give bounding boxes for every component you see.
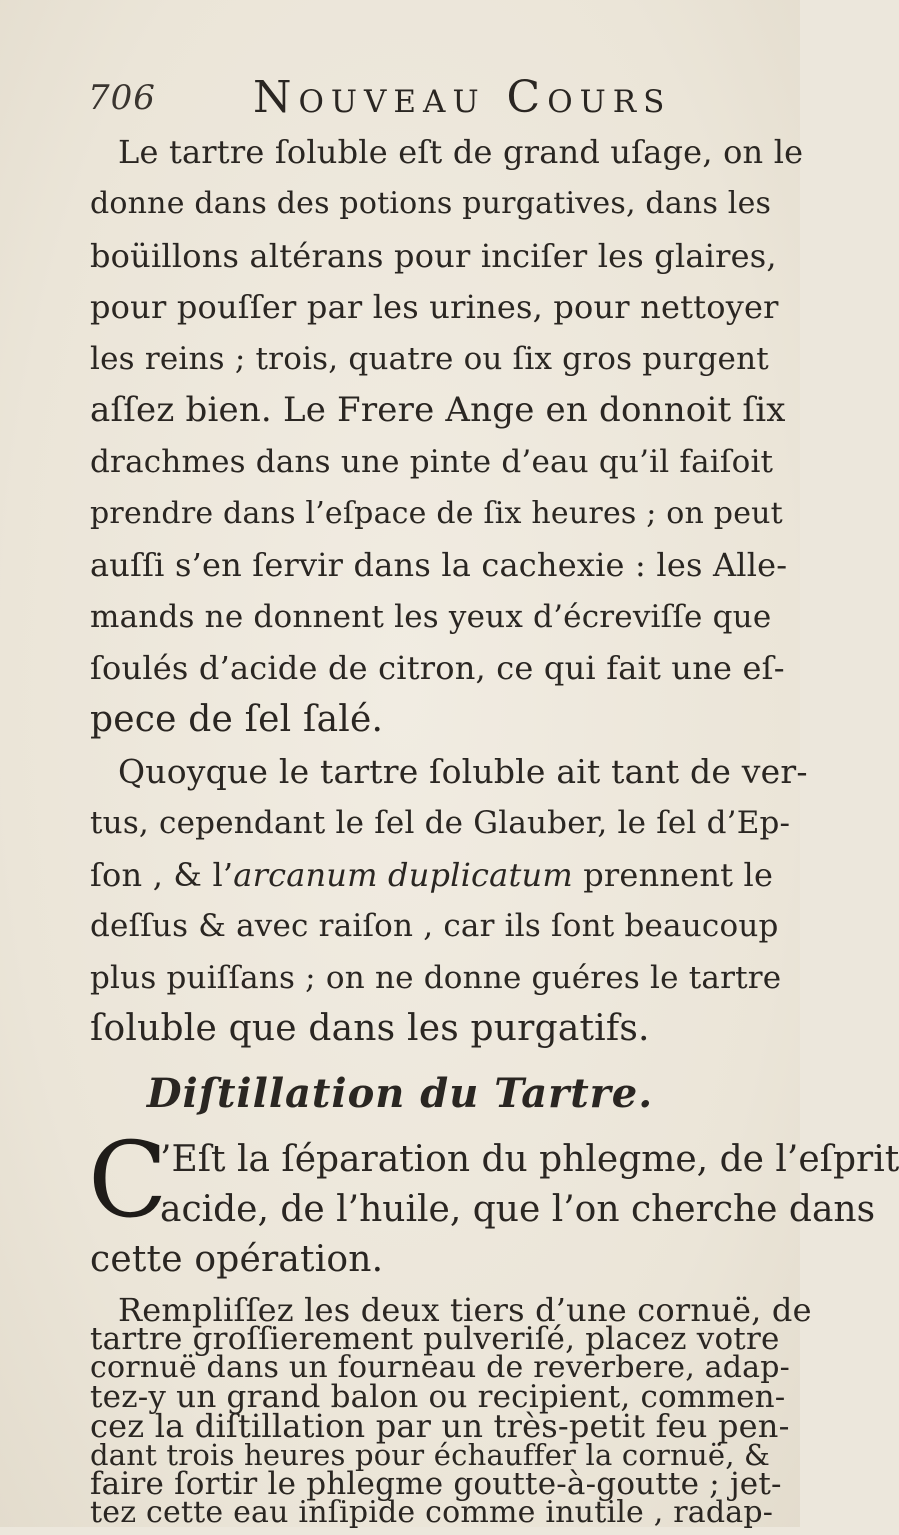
text-line: prendre dans l’eſpace de ſix heures ; on peut [90,496,783,531]
text-line: ſoluble que dans les purgatifs. [90,1008,650,1049]
text-line: boüillons altérans pour inciſer les glaires, [90,237,777,275]
text-line: pour pouſſer par les urines, pour nettoyer [90,288,779,326]
text-line: faire ſortir le phlegme goutte-à-goutte ; jet- [90,1466,782,1502]
text-line: mands ne donnent les yeux d’écreviſſe que [90,599,772,635]
text-line: tez cette eau inſipide comme inutile , radap- [90,1495,774,1530]
text-line: auſſi s’en ſervir dans la cachexie : les Alle- [90,546,788,584]
page-number: 706 [88,78,156,118]
text-line: ’Eſt la ſéparation du phlegme, de l’eſprit [160,1139,899,1180]
text-line: les reins ; trois, quatre ou ſix gros purgent [90,341,769,377]
text-line: ſoulés d’acide de citron, ce qui fait une eſ- [90,649,785,687]
text-line: drachmes dans une pinte d’eau qu’il faiſoit [90,444,774,480]
text-line: cornuë dans un fourneau de reverbere, adap- [90,1350,790,1385]
text-line: cez la diſtillation par un très-petit feu pen- [90,1407,790,1445]
page-header [88,72,728,122]
text-line: donne dans des potions purgatives, dans les [90,186,772,221]
drop-cap: C [88,1119,168,1241]
text-line: deſſus & avec raiſon , car ils ſont beaucoup [90,908,779,944]
running-title: Nouveau Cours [253,72,672,123]
text-line: aſſez bien. Le Frere Ange en donnoit ſix [90,390,786,430]
text-fragment: ſon , & l’ [90,856,234,894]
text-line [90,853,774,897]
text-line: tez-y un grand balon ou recipient, commen- [90,1379,786,1415]
text-line: pece de ſel ſalé. [90,699,384,740]
text-line: tus, cependant le ſel de Glauber, le ſel d’Ep- [90,805,791,841]
text-fragment: prennent le [572,856,774,894]
text-line: Rempliſſez les deux tiers d’une cornuë, de [118,1291,812,1329]
section-heading: Diſtillation du Tartre. [146,1070,654,1117]
text-line: cette opération. [90,1239,384,1280]
text-line: plus puiſſans ; on ne donne guéres le tartre [90,960,782,996]
text-line: acide, de l’huile, que l’on cherche dans [160,1189,876,1230]
text-line: dant trois heures pour échauffer la cornuë, & [90,1438,771,1472]
text-line: Quoyque le tartre ſoluble ait tant de ver- [118,752,808,791]
text-line: Le tartre ſoluble eſt de grand uſage, on le [118,133,804,171]
text-line: tartre groſſierement pulveriſé, placez votre [90,1321,780,1357]
italic-latin-term: arcanum duplicatum [233,856,573,894]
